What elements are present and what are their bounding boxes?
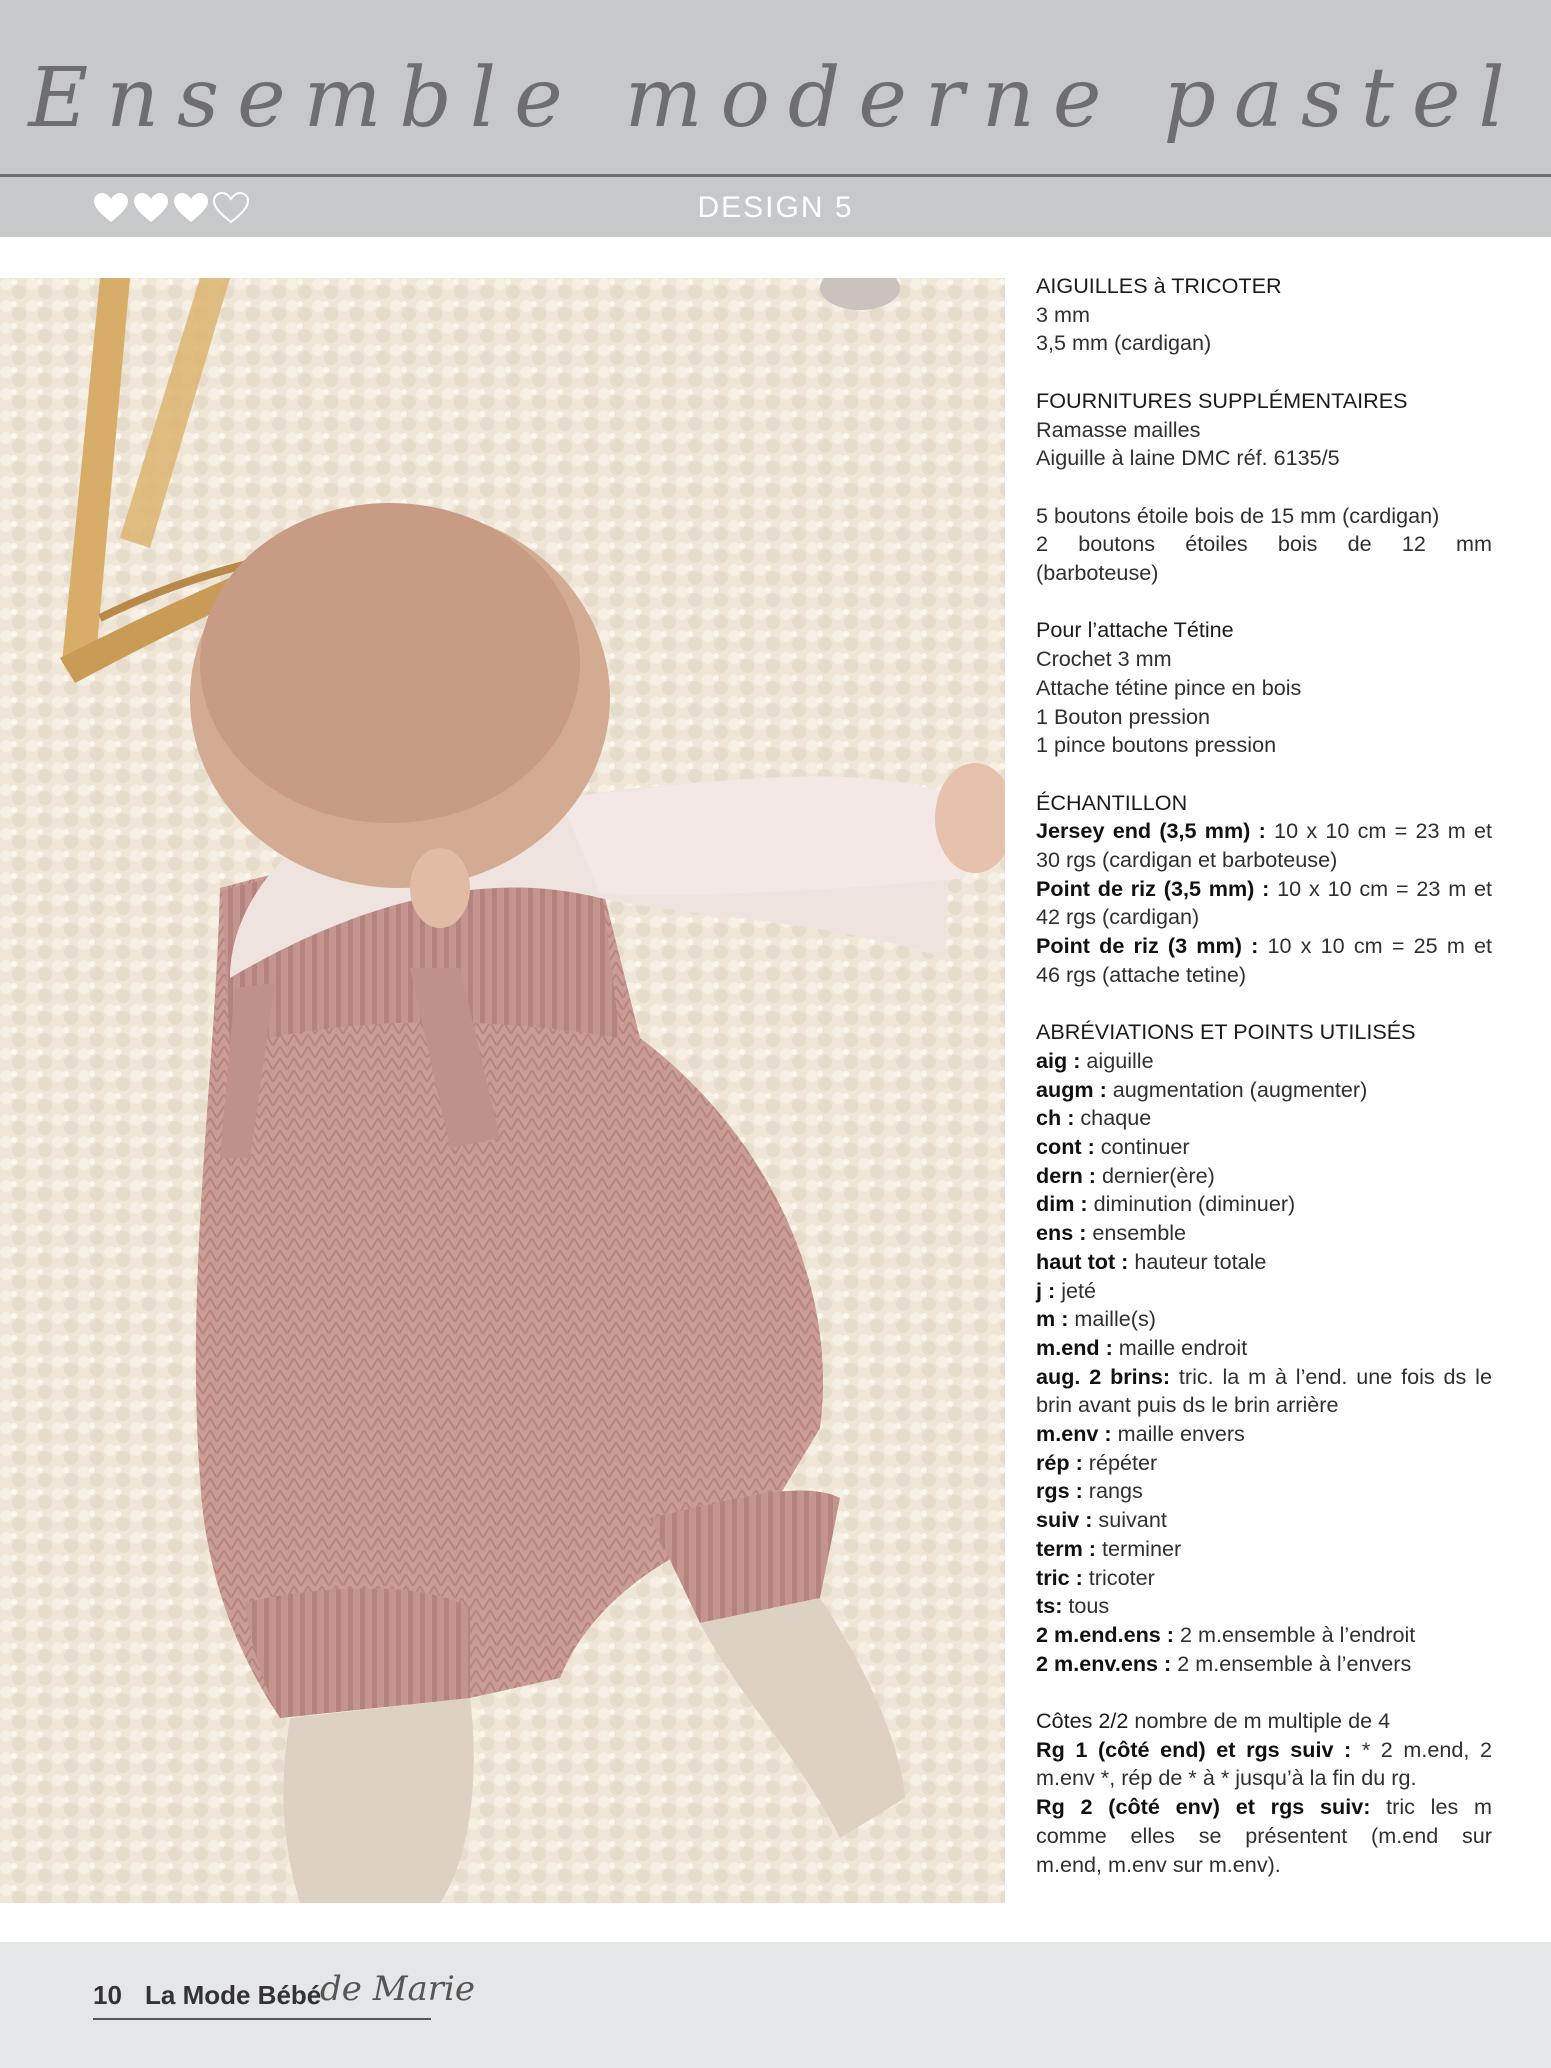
term-text: maille envers (1111, 1421, 1245, 1447)
baby-overalls-illustration (0, 278, 1005, 1903)
text-line (1036, 1564, 1492, 1593)
term-text: diminution (diminuer) (1087, 1191, 1296, 1217)
text-line (1036, 875, 1492, 904)
term-text: ensemble (1086, 1220, 1187, 1246)
text-line (1036, 1018, 1492, 1047)
text-line (1036, 1621, 1492, 1650)
term-label: j : (1036, 1277, 1056, 1303)
text-line (1036, 1851, 1492, 1880)
text-line (1036, 416, 1492, 445)
term-label: m.env : (1036, 1421, 1112, 1447)
text-line (1036, 1190, 1492, 1219)
term-text: dernier(ère) (1095, 1162, 1215, 1188)
term-label: ch : (1036, 1105, 1075, 1131)
term-label: Point de riz (3,5 mm) : (1036, 875, 1270, 901)
text-line (1036, 903, 1492, 932)
term-label: Rg 2 (côté env) et rgs suiv: (1036, 1794, 1371, 1820)
section-echantillon (1036, 789, 1492, 990)
term-label: suiv : (1036, 1507, 1093, 1533)
term-text: 46 rgs (attache tetine) (1036, 961, 1247, 987)
term-text: nombre de m multiple de 4 (1128, 1708, 1391, 1734)
term-label: dern : (1036, 1162, 1096, 1188)
text-line (1036, 674, 1492, 703)
term-label: aug. 2 brins: (1036, 1363, 1171, 1389)
term-text: (barboteuse) (1036, 560, 1159, 585)
term-text: suivant (1092, 1507, 1167, 1533)
term-text: 5 boutons étoile bois de 15 mm (cardigan) (1036, 502, 1440, 528)
text-line (1036, 530, 1492, 559)
text-line (1036, 645, 1492, 674)
text-line (1036, 1391, 1492, 1420)
term-label: m.end : (1036, 1334, 1113, 1360)
text-line (1036, 329, 1492, 358)
term-text: 1 Bouton pression (1036, 703, 1211, 729)
text-line (1036, 1248, 1492, 1277)
term-text: 3,5 mm (cardigan) (1036, 330, 1212, 356)
section-aiguilles (1036, 272, 1492, 358)
term-text: tric les m (1370, 1794, 1492, 1820)
term-label: dim : (1036, 1191, 1088, 1217)
text-line (1036, 444, 1492, 473)
text-line (1036, 932, 1492, 961)
term-label: cont : (1036, 1134, 1095, 1160)
text-line (1036, 1133, 1492, 1162)
term-text: aiguille (1080, 1047, 1154, 1073)
term-label: rép : (1036, 1449, 1083, 1475)
section-heading: AIGUILLES à TRICOTER (1036, 273, 1282, 298)
term-label: 2 m.end.ens : (1036, 1621, 1174, 1647)
term-text: 10 x 10 cm = 23 m et (1265, 818, 1492, 844)
text-line (1036, 1764, 1492, 1793)
text-line (1036, 1047, 1492, 1076)
product-photo (0, 278, 1005, 1903)
text-line (1036, 1363, 1492, 1392)
page-number: 10 (93, 1980, 122, 2010)
term-text: répéter (1082, 1449, 1158, 1475)
text-line (1036, 1219, 1492, 1248)
term-label: tric : (1036, 1564, 1083, 1590)
term-text: 2 boutons étoiles bois de 12 mm (1036, 531, 1492, 557)
section-heading: Côtes 2/2 (1036, 1708, 1129, 1734)
text-line (1036, 1707, 1492, 1736)
text-line (1036, 272, 1492, 301)
section-boutons (1036, 502, 1492, 588)
text-line (1036, 502, 1492, 531)
term-text: chaque (1074, 1105, 1152, 1131)
text-line (1036, 789, 1492, 818)
term-label: Jersey end (3,5 mm) : (1036, 818, 1266, 844)
term-text: Aiguille à laine DMC réf. 6135/5 (1036, 445, 1340, 471)
text-line (1036, 961, 1492, 990)
text-line (1036, 1822, 1492, 1851)
term-label: augm : (1036, 1076, 1107, 1102)
term-label: Rg 1 (côté end) et rgs suiv : (1036, 1736, 1352, 1762)
term-text: tricoter (1082, 1564, 1155, 1590)
term-text: 30 rgs (cardigan et barboteuse) (1036, 847, 1338, 872)
term-text: m.env *, rép de * à * jusqu’à la fin du rg. (1036, 1765, 1417, 1791)
text-line (1036, 731, 1492, 760)
text-line (1036, 1736, 1492, 1765)
text-line (1036, 1477, 1492, 1506)
term-text: m.end, m.env sur m.env). (1036, 1851, 1281, 1877)
term-text: Ramasse mailles (1036, 416, 1201, 442)
term-text: continuer (1094, 1134, 1190, 1160)
term-text: hauteur totale (1128, 1248, 1267, 1274)
page-title: Ensemble moderne pastel (28, 51, 1523, 146)
section-fournitures (1036, 387, 1492, 473)
text-line (1036, 703, 1492, 732)
term-label: ens : (1036, 1220, 1087, 1246)
magazine-name-script: de Marie (320, 1969, 476, 2009)
term-label: 2 m.env.ens : (1036, 1650, 1172, 1676)
text-line (1036, 1420, 1492, 1449)
text-line (1036, 301, 1492, 330)
term-text: 2 m.ensemble à l’endroit (1174, 1621, 1416, 1647)
term-text: 10 x 10 cm = 25 m et (1258, 933, 1492, 959)
term-label: m : (1036, 1306, 1069, 1332)
title-band (0, 0, 1551, 175)
text-line (1036, 1076, 1492, 1105)
text-line (1036, 1793, 1492, 1822)
text-line (1036, 1650, 1492, 1679)
section-heading: FOURNITURES SUPPLÉMENTAIRES (1036, 387, 1408, 413)
term-label: Point de riz (3 mm) : (1036, 933, 1259, 959)
term-text: rangs (1082, 1478, 1143, 1504)
text-line (1036, 1334, 1492, 1363)
text-line (1036, 1535, 1492, 1564)
term-label: rgs : (1036, 1478, 1083, 1504)
term-text: 1 pince boutons pression (1036, 732, 1277, 758)
section-attache (1036, 616, 1492, 760)
text-line (1036, 1277, 1492, 1306)
term-text: tous (1062, 1593, 1110, 1619)
text-line (1036, 846, 1492, 875)
term-text: 2 m.ensemble à l’envers (1171, 1650, 1412, 1676)
text-line (1036, 616, 1492, 645)
term-text: 42 rgs (cardigan) (1036, 904, 1200, 930)
design-band (0, 177, 1551, 237)
text-line (1036, 1104, 1492, 1133)
term-label: term : (1036, 1535, 1096, 1561)
term-text: jeté (1055, 1277, 1097, 1303)
term-label: aig : (1036, 1047, 1081, 1073)
section-heading: ÉCHANTILLON (1036, 789, 1188, 815)
section-abreviations (1036, 1018, 1492, 1678)
section-heading: ABRÉVIATIONS ET POINTS UTILISÉS (1036, 1019, 1416, 1045)
term-text: tric. la m à l’end. une fois ds le (1170, 1363, 1492, 1389)
term-label: ts: (1036, 1593, 1063, 1619)
pattern-details (1036, 272, 1492, 1908)
text-line (1036, 387, 1492, 416)
text-line (1036, 1506, 1492, 1535)
text-line (1036, 1449, 1492, 1478)
section-heading: Pour l’attache Tétine (1036, 617, 1234, 643)
term-text: terminer (1096, 1535, 1182, 1561)
term-text: 3 mm (1036, 301, 1090, 327)
magazine-name: La Mode Bébé (145, 1980, 322, 2010)
text-line (1036, 1592, 1492, 1621)
text-line (1036, 1305, 1492, 1334)
term-text: Attache tétine pince en bois (1036, 674, 1302, 700)
text-line (1036, 559, 1492, 588)
term-text: brin avant puis ds le brin arrière (1036, 1392, 1339, 1418)
term-text: comme elles se présentent (m.end sur (1036, 1822, 1492, 1848)
footer-underline (93, 2018, 431, 2020)
design-label: DESIGN 5 (697, 191, 854, 224)
text-line (1036, 1162, 1492, 1191)
term-text: augmentation (augmenter) (1106, 1076, 1368, 1102)
term-text: Crochet 3 mm (1036, 646, 1172, 672)
text-line (1036, 817, 1492, 846)
term-text: * 2 m.end, 2 (1351, 1736, 1492, 1762)
term-label: haut tot : (1036, 1248, 1129, 1274)
footer (0, 1942, 1551, 2068)
term-text: maille(s) (1068, 1306, 1156, 1332)
term-text: maille endroit (1112, 1334, 1248, 1360)
section-cotes (1036, 1707, 1492, 1879)
term-text: 10 x 10 cm = 23 m et (1269, 875, 1492, 901)
